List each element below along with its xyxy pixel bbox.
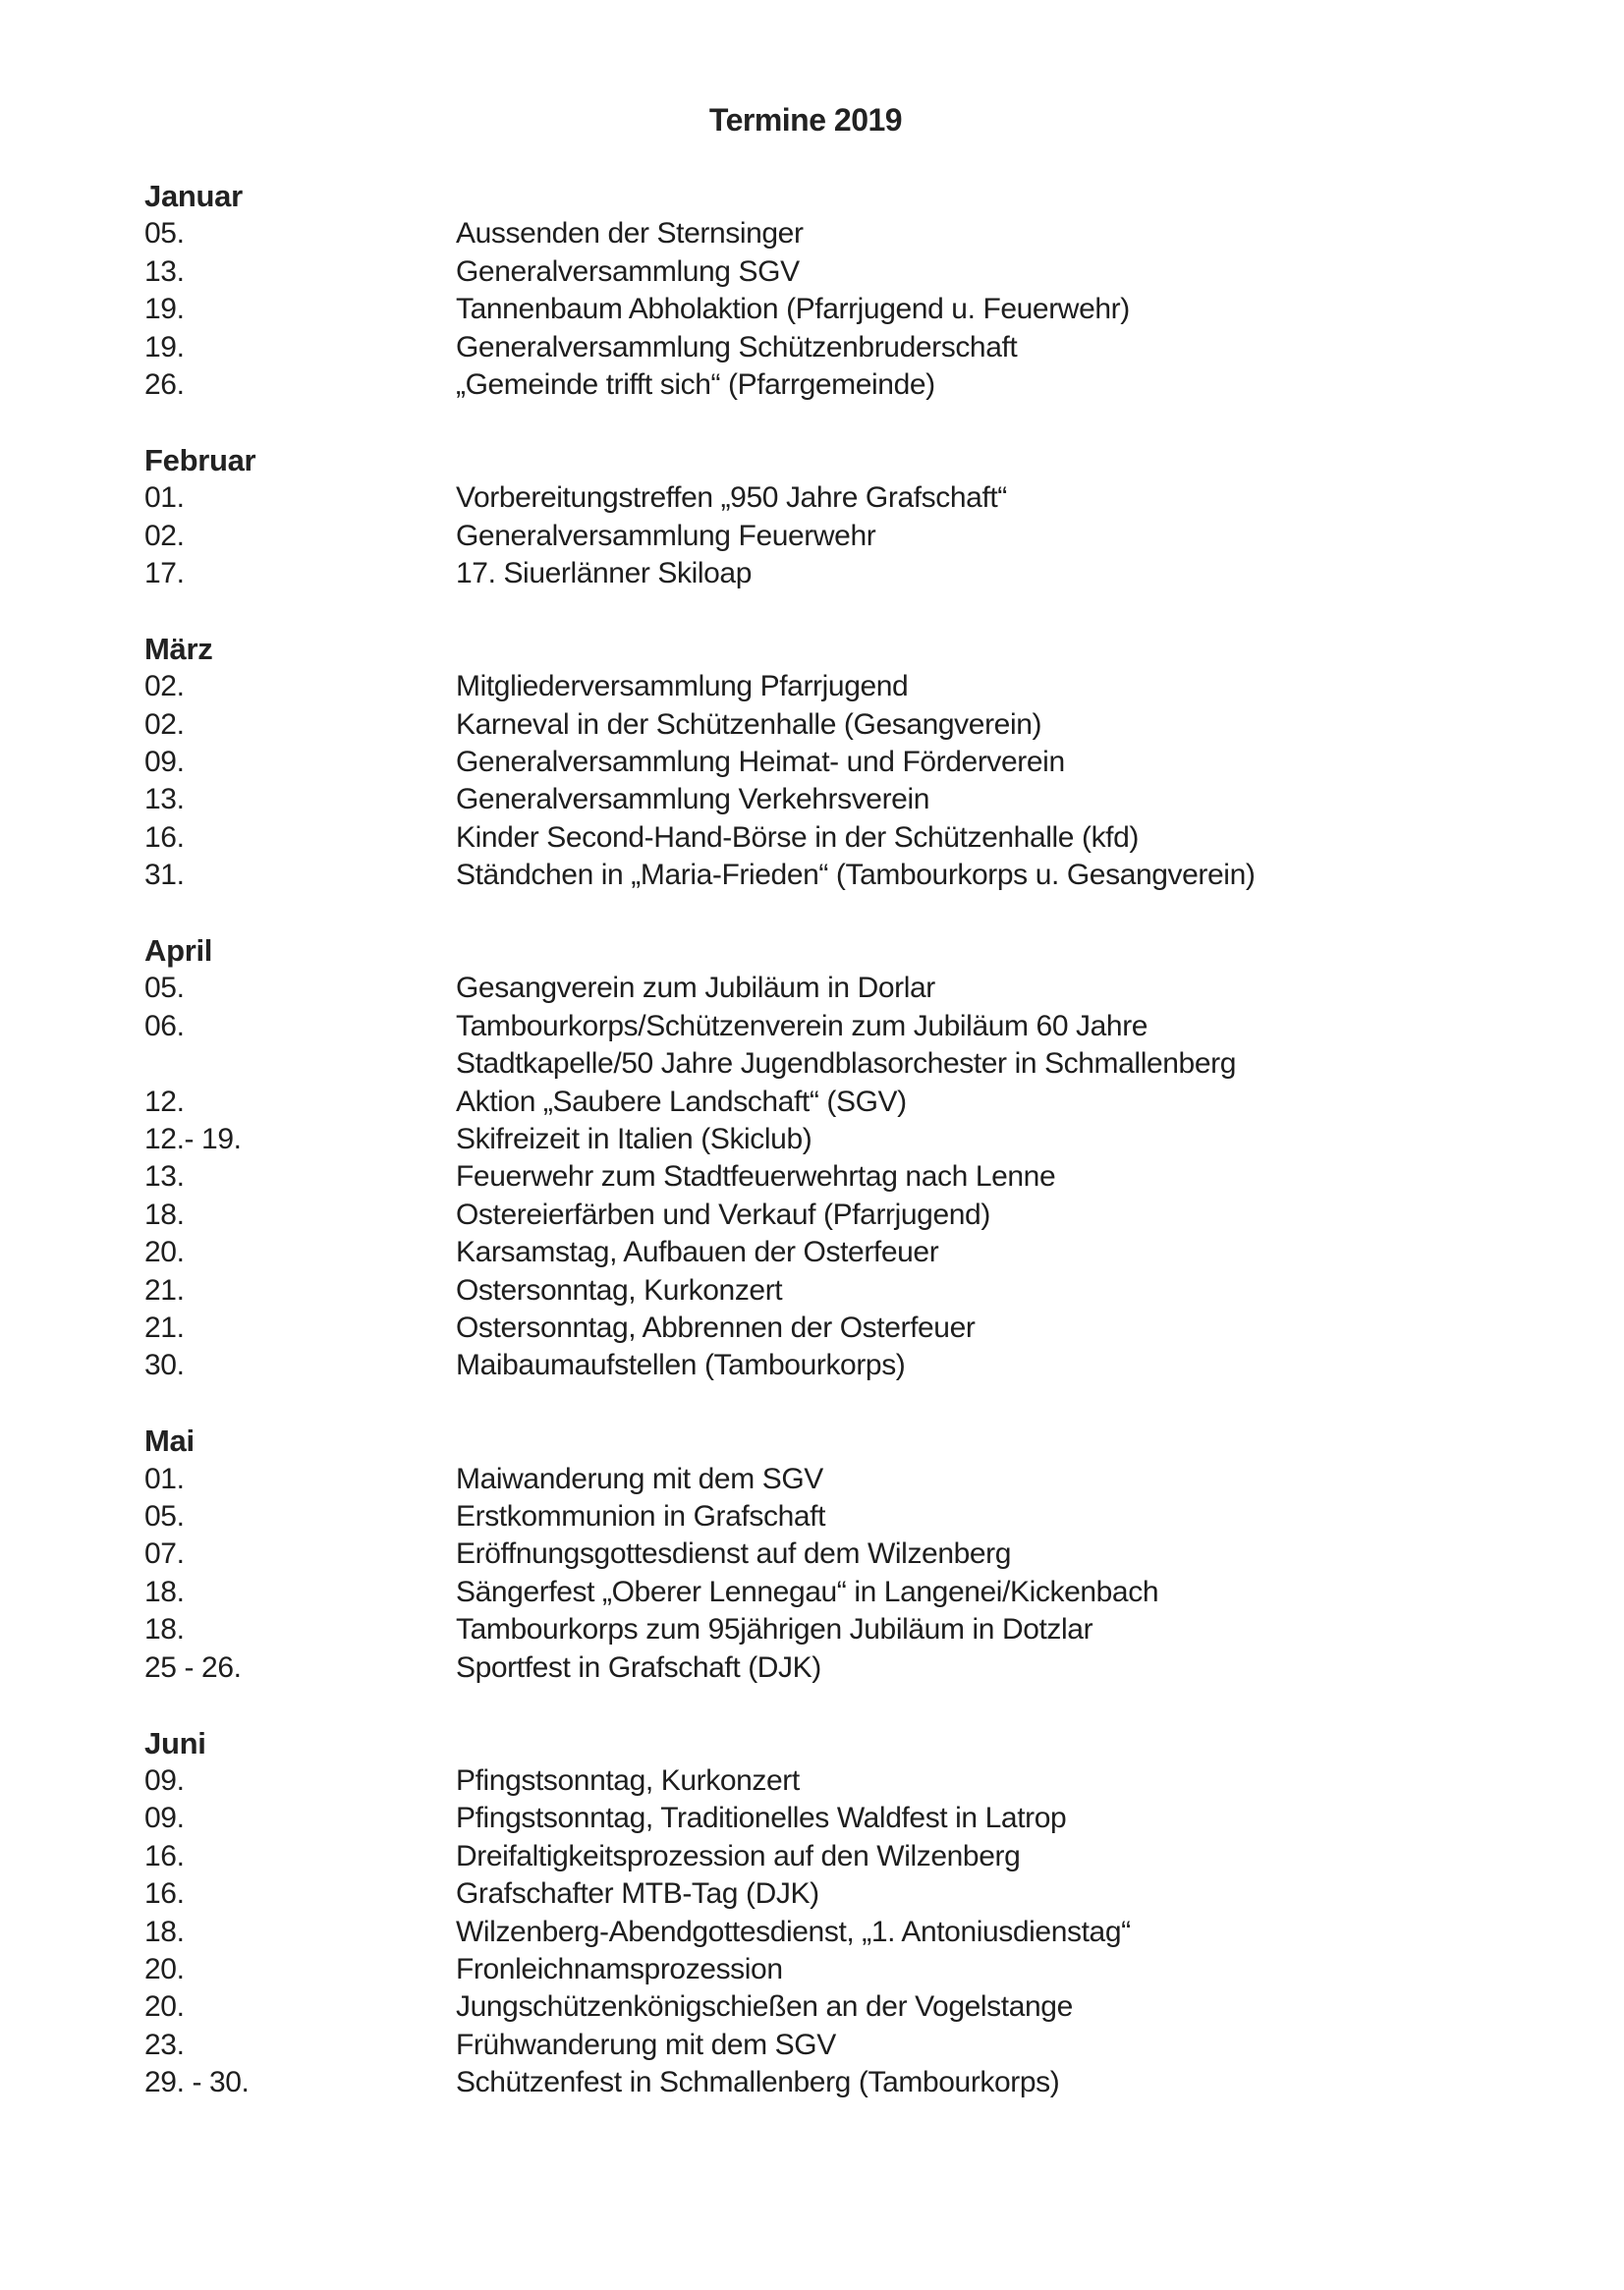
event-row	[144, 1838, 1422, 1875]
event-date: 16.	[144, 1877, 185, 1911]
event-row	[144, 1121, 1422, 1158]
event-row	[144, 479, 1422, 517]
event-date: 12.- 19.	[144, 1123, 242, 1156]
event-date: 06.	[144, 1009, 185, 1042]
event-description: Maiwanderung mit dem SGV	[456, 1462, 823, 1495]
event-row	[144, 1574, 1422, 1611]
event-row	[144, 1197, 1422, 1234]
event-description: Feuerwehr zum Stadtfeuerwehrtag nach Lenne	[456, 1160, 1056, 1194]
month-section-mai	[144, 1423, 1422, 1687]
event-description: Tannenbaum Abholaktion (Pfarrjugend u. Feuerwehr)	[456, 293, 1130, 326]
event-date: 30.	[144, 1349, 185, 1382]
event-row	[144, 668, 1422, 705]
event-date: 16.	[144, 820, 185, 854]
month-heading: April	[144, 933, 213, 969]
event-description: Sportfest in Grafschaft (DJK)	[456, 1650, 821, 1684]
event-date: 18.	[144, 1915, 185, 1948]
event-row	[144, 706, 1422, 744]
event-date: 31.	[144, 859, 185, 892]
event-date: 20.	[144, 1236, 185, 1269]
event-date: 20.	[144, 1990, 185, 2024]
event-description: Ständchen in „Maria-Frieden“ (Tambourkorps u. Gesangverein)	[456, 859, 1256, 892]
event-description: Karneval in der Schützenhalle (Gesangverein)	[456, 707, 1042, 741]
event-row	[144, 1008, 1422, 1045]
event-row	[144, 291, 1422, 328]
month-heading: Mai	[144, 1424, 195, 1459]
section-spacer	[144, 404, 1422, 441]
event-date: 05.	[144, 1500, 185, 1534]
event-description: Generalversammlung Feuerwehr	[456, 519, 876, 552]
event-description: Frühwanderung mit dem SGV	[456, 2028, 836, 2061]
event-description: Ostersonntag, Abbrennen der Osterfeuer	[456, 1312, 976, 1345]
event-date: 05.	[144, 972, 185, 1005]
page-title: Termine 2019	[708, 102, 903, 138]
event-description: Ostersonntag, Kurkonzert	[456, 1273, 783, 1307]
section-spacer	[144, 1687, 1422, 1724]
event-row	[144, 1914, 1422, 1951]
event-date: 13.	[144, 254, 185, 288]
event-date: 12.	[144, 1085, 185, 1118]
event-row	[144, 366, 1422, 404]
event-description: Dreifaltigkeitsprozession auf den Wilzenberg	[456, 1839, 1021, 1872]
event-row	[144, 744, 1422, 781]
event-row	[144, 215, 1422, 252]
section-spacer	[144, 592, 1422, 630]
event-description: Gesangverein zum Jubiläum in Dorlar	[456, 972, 935, 1005]
event-row	[144, 2064, 1422, 2101]
event-row	[144, 1611, 1422, 1648]
event-date: 02.	[144, 519, 185, 552]
event-row	[144, 857, 1422, 894]
event-description: Pfingstsonntag, Kurkonzert	[456, 1763, 800, 1797]
event-row	[144, 1272, 1422, 1310]
event-row	[144, 1988, 1422, 2026]
event-date: 01.	[144, 1462, 185, 1495]
schedule-list	[144, 178, 1422, 2102]
event-description: Schützenfest in Schmallenberg (Tambourkorps)	[456, 2066, 1060, 2099]
event-row-continuation	[144, 1045, 1422, 1083]
event-description: Aktion „Saubere Landschaft“ (SGV)	[456, 1085, 907, 1118]
event-date: 19.	[144, 330, 185, 363]
event-description: Ostereierfärben und Verkauf (Pfarrjugend)	[456, 1198, 990, 1231]
event-row	[144, 781, 1422, 818]
event-description: Maibaumaufstellen (Tambourkorps)	[456, 1349, 906, 1382]
event-date: 25 - 26.	[144, 1650, 242, 1684]
event-row	[144, 1234, 1422, 1271]
event-description: Tambourkorps/Schützenverein zum Jubiläum 60 Jahre	[456, 1009, 1148, 1042]
event-description: Sängerfest „Oberer Lennegau“ in Langenei/Kickenbach	[456, 1575, 1159, 1608]
event-description: Generalversammlung Schützenbruderschaft	[456, 330, 1018, 363]
event-row	[144, 1084, 1422, 1121]
event-row	[144, 1649, 1422, 1687]
event-date: 21.	[144, 1273, 185, 1307]
event-row	[144, 1762, 1422, 1800]
event-description: Grafschafter MTB-Tag (DJK)	[456, 1877, 819, 1911]
event-description: Pfingstsonntag, Traditionelles Waldfest in Latrop	[456, 1802, 1067, 1835]
month-heading: Februar	[144, 442, 256, 477]
event-row	[144, 1310, 1422, 1347]
event-date: 05.	[144, 217, 185, 251]
event-row	[144, 253, 1422, 291]
event-description: Fronleichnamsprozession	[456, 1952, 783, 1985]
event-row	[144, 518, 1422, 555]
month-section-februar	[144, 442, 1422, 593]
event-row	[144, 1347, 1422, 1384]
event-description: Kinder Second-Hand-Börse in der Schützenhalle (kfd)	[456, 820, 1139, 854]
event-row	[144, 1498, 1422, 1536]
event-date: 19.	[144, 293, 185, 326]
event-description: Eröffnungsgottesdienst auf dem Wilzenberg	[456, 1537, 1012, 1571]
event-description: „Gemeinde trifft sich“ (Pfarrgemeinde)	[456, 368, 935, 402]
event-date: 09.	[144, 746, 185, 779]
month-section-januar	[144, 178, 1422, 404]
event-date: 13.	[144, 1160, 185, 1194]
event-date: 02.	[144, 670, 185, 703]
event-date: 29. - 30.	[144, 2066, 250, 2099]
event-description: Generalversammlung Verkehrsverein	[456, 783, 930, 816]
event-date: 13.	[144, 783, 185, 816]
event-date: 23.	[144, 2028, 185, 2061]
event-date: 16.	[144, 1839, 185, 1872]
event-row	[144, 1800, 1422, 1837]
event-description: Karsamstag, Aufbauen der Osterfeuer	[456, 1236, 939, 1269]
event-row	[144, 2027, 1422, 2064]
event-date: 17.	[144, 557, 185, 590]
month-heading: Januar	[144, 179, 243, 213]
month-section-juni	[144, 1725, 1422, 2102]
event-date: 21.	[144, 1312, 185, 1345]
event-row	[144, 1461, 1422, 1498]
event-description: Generalversammlung SGV	[456, 254, 800, 288]
event-description: Mitgliederversammlung Pfarrjugend	[456, 670, 909, 703]
event-description: Tambourkorps zum 95jährigen Jubiläum in Dotzlar	[456, 1613, 1093, 1647]
event-row	[144, 555, 1422, 592]
event-row	[144, 329, 1422, 366]
event-date: 09.	[144, 1763, 185, 1797]
event-description: Generalversammlung Heimat- und Förderverein	[456, 746, 1065, 779]
event-description: Erstkommunion in Grafschaft	[456, 1500, 826, 1534]
month-section-april	[144, 932, 1422, 1385]
section-spacer	[144, 895, 1422, 932]
event-row	[144, 970, 1422, 1007]
event-row	[144, 1875, 1422, 1913]
event-date: 26.	[144, 368, 185, 402]
event-description: 17. Siuerlänner Skiloap	[456, 557, 752, 590]
event-date: 09.	[144, 1802, 185, 1835]
event-date: 02.	[144, 707, 185, 741]
event-description: Aussenden der Sternsinger	[456, 217, 804, 251]
event-date: 01.	[144, 481, 185, 515]
month-section-märz	[144, 631, 1422, 895]
event-date: 18.	[144, 1575, 185, 1608]
event-date: 18.	[144, 1613, 185, 1647]
event-description: Vorbereitungstreffen „950 Jahre Grafschaft“	[456, 481, 1007, 515]
event-row	[144, 1158, 1422, 1196]
event-date: 20.	[144, 1952, 185, 1985]
event-row	[144, 1536, 1422, 1573]
event-description: Wilzenberg-Abendgottesdienst, „1. Antoniusdienstag“	[456, 1915, 1131, 1948]
event-date: 18.	[144, 1198, 185, 1231]
event-date	[144, 1045, 456, 1083]
event-description: Skifreizeit in Italien (Skiclub)	[456, 1123, 812, 1156]
month-heading: März	[144, 631, 213, 666]
event-description: Stadtkapelle/50 Jahre Jugendblasorchester in Schmallenberg	[456, 1047, 1236, 1081]
event-row	[144, 819, 1422, 857]
month-heading: Juni	[144, 1725, 206, 1760]
event-date: 07.	[144, 1537, 185, 1571]
event-row	[144, 1951, 1422, 1988]
section-spacer	[144, 1385, 1422, 1423]
event-description: Jungschützenkönigschießen an der Vogelstange	[456, 1990, 1073, 2024]
